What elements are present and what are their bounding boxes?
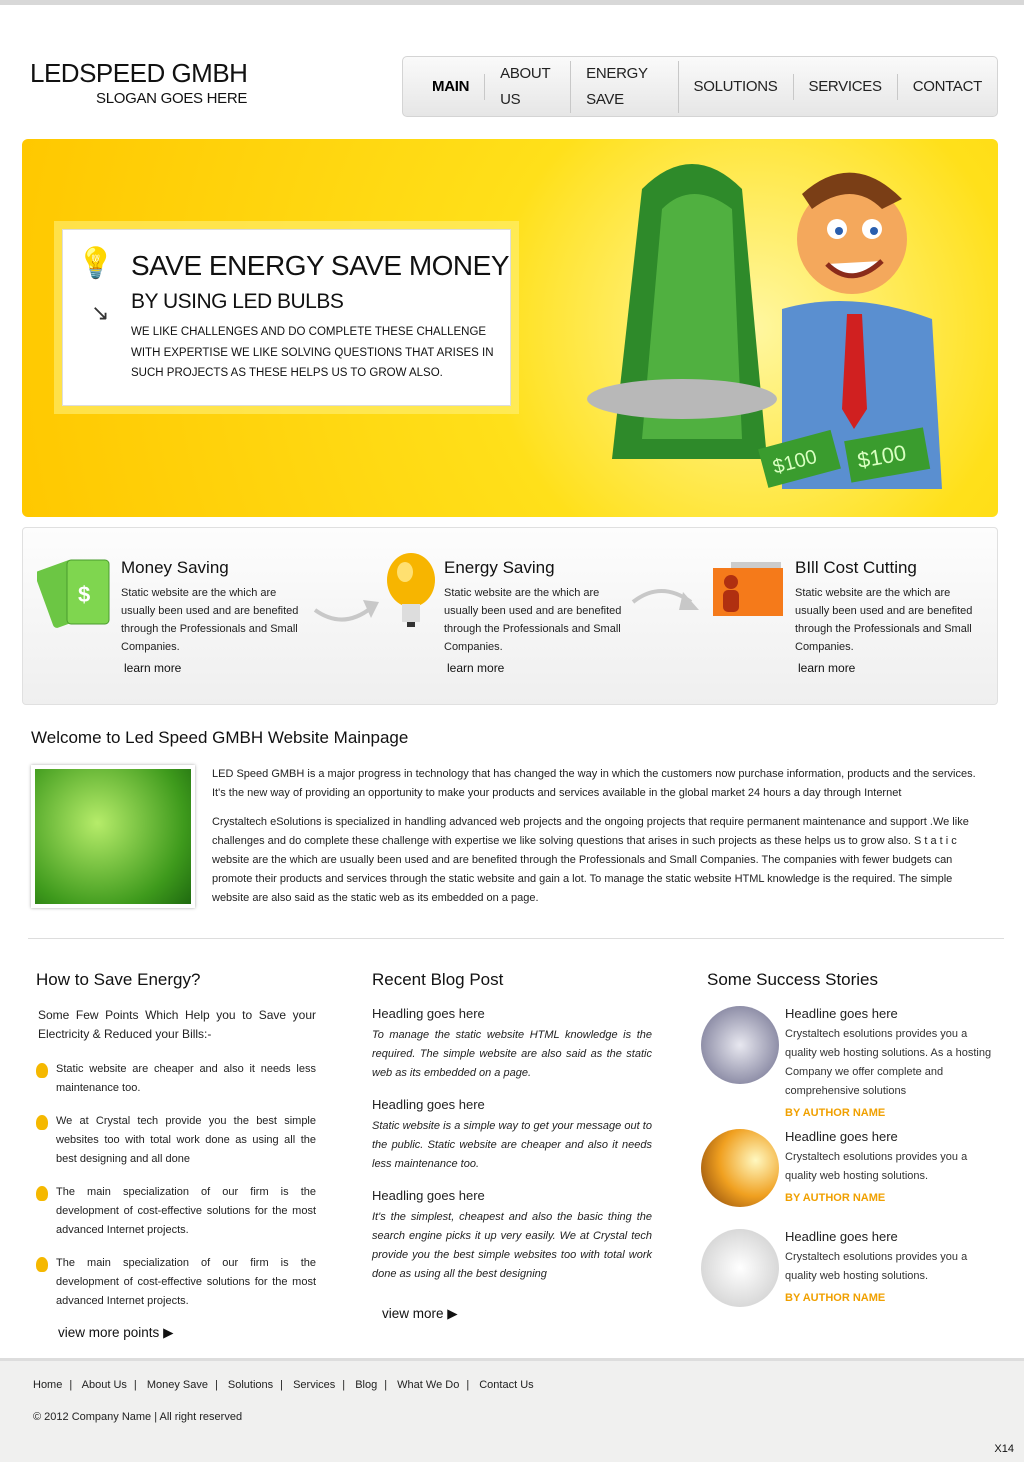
story-thumbnail	[701, 1006, 779, 1084]
post-text: To manage the static website HTML knowledge is the required. The simple website are also said as the static web as its embedded on a page.	[372, 1029, 652, 1079]
copyright: © 2012 Company Name | All right reserved	[33, 1411, 243, 1423]
column-title: Some Success Stories	[707, 970, 879, 989]
blog-column	[372, 970, 652, 1322]
learn-more-link[interactable]: learn more	[447, 661, 505, 675]
feature-title: Energy Saving	[444, 558, 555, 577]
post-text: Static website is a simple way to get your message out to the public. Static website are cheaper and also it needs less maintenance too.	[372, 1120, 652, 1170]
howto-intro: Some Few Points Which Help you to Save your Electricity & Reduced your Bills:-	[38, 1008, 316, 1041]
footer-link-home[interactable]: Home	[33, 1379, 63, 1391]
footer-link-about-us[interactable]: About Us	[81, 1379, 127, 1391]
feature-bill-cost-cutting	[795, 558, 985, 675]
curved-arrow-icon	[631, 580, 703, 620]
story-author: BY AUTHOR NAME	[785, 1192, 886, 1204]
page-label: X14	[994, 1443, 1014, 1455]
feature-title: BIll Cost Cutting	[795, 558, 917, 577]
hero-subtitle: BY USING LED BULBS	[131, 290, 344, 313]
divider	[28, 938, 1004, 939]
welcome-title: Welcome to Led Speed GMBH Website Mainpage	[31, 728, 409, 747]
post-title[interactable]: Headling goes here	[372, 1006, 485, 1021]
feature-money-saving	[121, 558, 311, 675]
hero-banner	[22, 139, 998, 517]
post-title[interactable]: Headling goes here	[372, 1188, 485, 1203]
welcome-paragraph: Crystaltech eSolutions is specialized in handling advanced web projects and the ongoing projects that require permanent maintenance and support .We like challenges and do complete these challenge with expertise we like solving questions that arises in such projects as these helps us to grow also. S t a t i c website are the which are usually been used and are benefited through the Professionals and Small Companies. The companies with fewer budgets can promote their products and services through the static website and gain a lot. To manage the static website HTML knowledge is the required. The simple website are also said as the static web as its embedded on a page.	[212, 816, 969, 904]
nav-services[interactable]: SERVICES	[794, 74, 898, 100]
hero-text: WE LIKE CHALLENGES AND DO COMPLETE THESE CHALLENGE WITH EXPERTISE WE LIKE SOLVING QUESTIONS THAT ARISES IN SUCH PROJECTS AS THESE HELPS US TO GROW ALSO.	[131, 326, 494, 379]
feature-text: Static website are the which are usually been used and are benefited through the Professionals and Small Companies.	[795, 587, 973, 653]
story-title[interactable]: Headline goes here	[785, 1229, 898, 1244]
tip-text: We at Crystal tech provide you the best simple websites too with total work done as using all the best designing and all done	[56, 1115, 316, 1165]
arrow-icon: ↘	[91, 300, 110, 325]
story-author: BY AUTHOR NAME	[785, 1292, 886, 1304]
bulb-bullet-icon	[36, 1063, 48, 1078]
nav-solutions[interactable]: SOLUTIONS	[679, 74, 794, 100]
features-panel	[22, 527, 998, 705]
bulb-bullet-icon	[36, 1186, 48, 1201]
top-bar	[0, 0, 1024, 5]
post-text: It's the simplest, cheapest and also the basic thing the search engine picks it up very easily. We at Crystal tech provide you the best simple websites too with total work done as using all the best designing	[372, 1211, 652, 1280]
learn-more-link[interactable]: learn more	[798, 661, 856, 675]
tip-text: Static website are cheaper and also it needs less maintenance too.	[56, 1063, 316, 1094]
feature-energy-saving	[444, 558, 634, 675]
footer-link-services[interactable]: Services	[293, 1379, 336, 1391]
hero-textbox	[62, 229, 511, 406]
story-text: Crystaltech esolutions provides you a quality web hosting solutions.	[785, 1251, 968, 1282]
footer-link-solutions[interactable]: Solutions	[227, 1379, 274, 1391]
hero-title: SAVE ENERGY SAVE MONEY	[131, 250, 510, 281]
cfl-bulb-image	[31, 765, 195, 908]
feature-text: Static website are the which are usually been used and are benefited through the Professionals and Small Companies.	[444, 587, 622, 653]
money-icon	[37, 554, 115, 630]
story-title[interactable]: Headline goes here	[785, 1006, 898, 1021]
bulb-bullet-icon	[36, 1257, 48, 1272]
lightbulb-icon: 💡	[77, 247, 115, 280]
how-to-save-column	[36, 970, 316, 1341]
story-text: Crystaltech esolutions provides you a quality web hosting solutions.	[785, 1151, 968, 1182]
feature-text: Static website are the which are usually been used and are benefited through the Professionals and Small Companies.	[121, 587, 299, 653]
story-item	[707, 1006, 1002, 1119]
post-title[interactable]: Headling goes here	[372, 1097, 485, 1112]
footer-link-what-we-do[interactable]: What We Do	[397, 1379, 460, 1391]
tip-text: The main specialization of our firm is the development of cost-effective solutions for the most advanced Internet projects.	[56, 1186, 316, 1236]
user-folder-icon	[711, 560, 785, 618]
curved-arrow-icon	[313, 590, 383, 630]
story-author: BY AUTHOR NAME	[785, 1107, 886, 1119]
money-man-illustration	[582, 149, 982, 509]
nav-about-us[interactable]: ABOUT US	[485, 61, 571, 113]
footer-link-blog[interactable]: Blog	[355, 1379, 378, 1391]
column-title: How to Save Energy?	[36, 970, 201, 989]
triangle-right-icon: ▶	[447, 1306, 458, 1321]
footer	[0, 1358, 1024, 1462]
story-thumbnail	[701, 1229, 779, 1307]
story-title[interactable]: Headline goes here	[785, 1129, 898, 1144]
tip-item	[36, 1060, 316, 1098]
nav-main[interactable]: MAIN	[417, 74, 485, 100]
tip-text: The main specialization of our firm is the development of cost-effective solutions for the most advanced Internet projects.	[56, 1257, 316, 1307]
svg-text:$100: $100	[770, 445, 820, 479]
success-stories-column	[707, 970, 1002, 1329]
blog-post	[372, 1188, 652, 1284]
tip-item	[36, 1112, 316, 1169]
logo[interactable]: LEDSPEED GMBH	[30, 58, 248, 88]
nav-energy-save[interactable]: ENERGY SAVE	[571, 61, 678, 113]
lightbulb-icon	[385, 552, 439, 628]
tip-item	[36, 1254, 316, 1311]
nav-contact[interactable]: CONTACT	[912, 77, 982, 95]
link-label: view more	[382, 1306, 444, 1321]
story-item	[707, 1229, 1002, 1319]
footer-link-contact-us[interactable]: Contact Us	[479, 1379, 534, 1391]
welcome-paragraph: LED Speed GMBH is a major progress in technology that has changed the way in which the customers now purchase information, products and the services. It's the new way of providing an opportunity to make your products and services available in the global market 24 hours a day through Internet	[212, 768, 976, 799]
footer-links: Home | About Us | Money Save | Solutions | Services | Blog | What We Do | Contact Us	[33, 1379, 534, 1391]
view-more-points-link[interactable]	[58, 1325, 316, 1341]
blog-post	[372, 1006, 652, 1083]
link-label: view more points	[58, 1325, 160, 1340]
feature-title: Money Saving	[121, 558, 229, 577]
svg-text:$100: $100	[855, 439, 909, 473]
main-nav	[402, 56, 998, 117]
tip-item	[36, 1183, 316, 1240]
blog-post	[372, 1097, 652, 1174]
bulb-bullet-icon	[36, 1115, 48, 1130]
view-more-link[interactable]	[382, 1306, 652, 1322]
column-title: Recent Blog Post	[372, 970, 504, 989]
story-text: Crystaltech esolutions provides you a quality web hosting solutions. As a hosting Company we offer complete and comprehensive solutions	[785, 1028, 992, 1097]
triangle-right-icon: ▶	[163, 1325, 174, 1340]
story-thumbnail	[701, 1129, 779, 1207]
welcome-text	[212, 765, 988, 918]
svg-text:$: $	[78, 582, 91, 607]
footer-link-money-save[interactable]: Money Save	[146, 1379, 208, 1391]
learn-more-link[interactable]: learn more	[124, 661, 182, 675]
story-item	[707, 1129, 1002, 1219]
slogan: SLOGAN GOES HERE	[96, 90, 248, 107]
